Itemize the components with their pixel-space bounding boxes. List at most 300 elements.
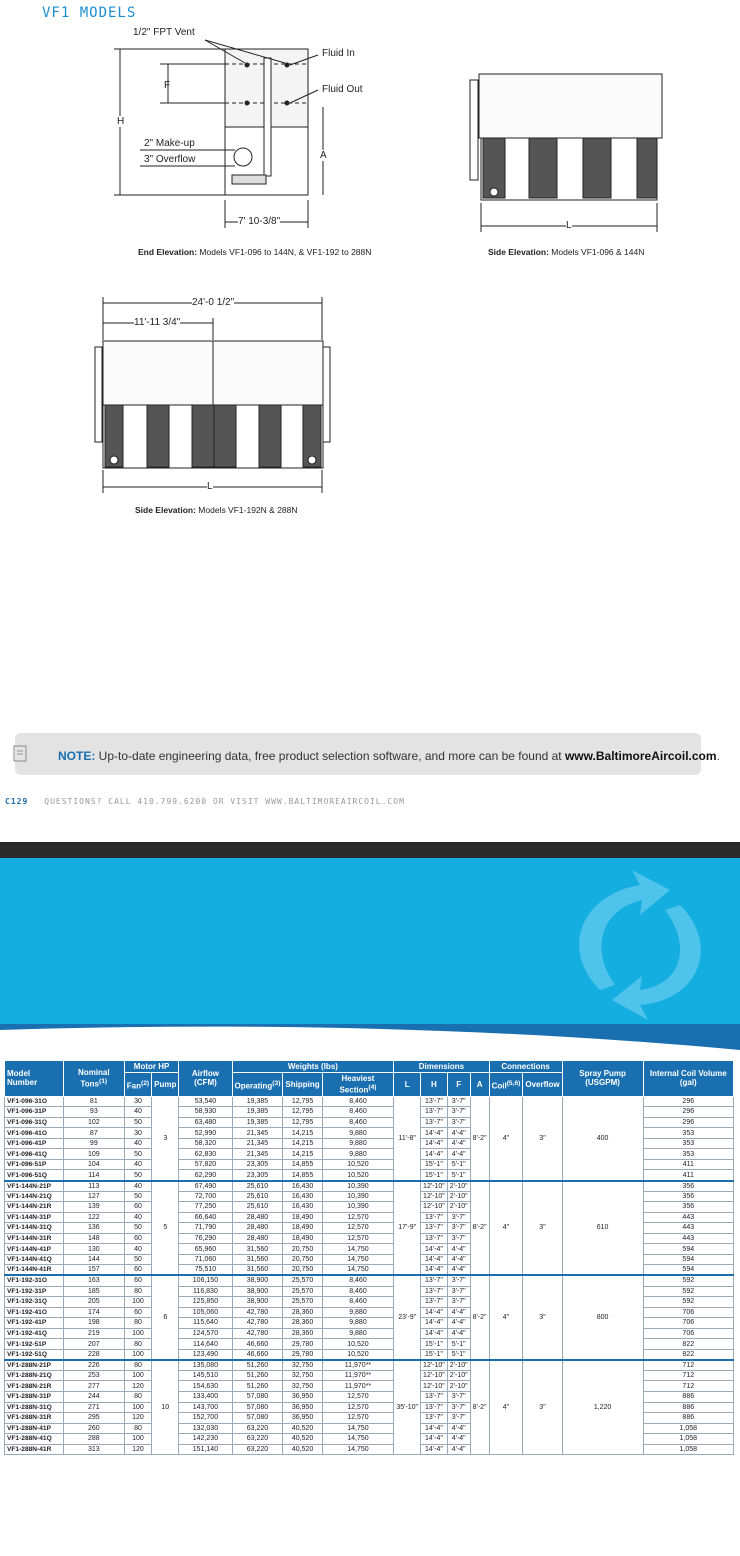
table-cell: 14'-4"	[421, 1244, 448, 1255]
table-cell: 46,660	[232, 1339, 283, 1350]
table-cell: VF1-288N-21P	[5, 1360, 64, 1371]
table-cell: VF1-144N-21Q	[5, 1191, 64, 1202]
table-cell: 14'-4"	[421, 1328, 448, 1339]
table-cell: 100	[124, 1328, 151, 1339]
col-tons: Nominal Tons$^{(1)}$	[63, 1061, 124, 1097]
table-cell: 886	[643, 1413, 733, 1424]
table-cell: 145,510	[179, 1370, 232, 1381]
table-cell: 25,610	[232, 1202, 283, 1213]
table-cell: 3"	[523, 1360, 562, 1455]
col-overflow: Overflow	[523, 1073, 562, 1097]
table-cell: 63,480	[179, 1117, 232, 1128]
width-label: 7' 10-3/8"	[238, 216, 281, 227]
table-cell: 13'-7"	[421, 1391, 448, 1402]
table-cell: 10,520	[322, 1159, 394, 1170]
col-volume: Internal Coil Volume (gal)	[643, 1061, 733, 1097]
table-cell: 60	[124, 1265, 151, 1276]
table-cell: VF1-144N-41P	[5, 1244, 64, 1255]
table-cell: 13'-7"	[421, 1286, 448, 1297]
table-cell: 28,480	[232, 1212, 283, 1223]
table-cell: 174	[63, 1307, 124, 1318]
table-cell: 25,610	[232, 1181, 283, 1192]
table-cell: 30	[124, 1096, 151, 1107]
table-cell: 2'-10"	[447, 1202, 470, 1213]
table-cell: 4'-4"	[447, 1128, 470, 1139]
table-cell: 594	[643, 1254, 733, 1265]
table-cell: 296	[643, 1107, 733, 1118]
table-cell: 109	[63, 1149, 124, 1160]
table-cell: 10,520	[322, 1170, 394, 1181]
table-cell: 592	[643, 1286, 733, 1297]
table-cell: 11,970**	[322, 1381, 394, 1392]
overall-length-label: 24'-0 1/2"	[192, 297, 235, 308]
table-cell: VF1-096-41Q	[5, 1149, 64, 1160]
table-cell: 13'-7"	[421, 1233, 448, 1244]
table-cell: 594	[643, 1244, 733, 1255]
table-cell: 219	[63, 1328, 124, 1339]
table-cell: 14,855	[283, 1159, 322, 1170]
table-cell: 133,400	[179, 1391, 232, 1402]
table-cell: 46,660	[232, 1349, 283, 1360]
table-cell: 4"	[489, 1096, 523, 1180]
table-cell: 2'-10"	[447, 1370, 470, 1381]
table-cell: 16,430	[283, 1191, 322, 1202]
table-cell: 105,060	[179, 1307, 232, 1318]
table-cell: 14,750	[322, 1434, 394, 1445]
table-cell: 18,490	[283, 1233, 322, 1244]
table-cell: 353	[643, 1138, 733, 1149]
table-cell: 120	[124, 1413, 151, 1424]
table-cell: 50	[124, 1191, 151, 1202]
table-cell: 50	[124, 1170, 151, 1181]
table-cell: 116,830	[179, 1286, 232, 1297]
table-cell: 15'-1"	[421, 1159, 448, 1170]
table-cell: 411	[643, 1159, 733, 1170]
table-cell: 60	[124, 1202, 151, 1213]
table-cell: 822	[643, 1349, 733, 1360]
table-cell: 14'-4"	[421, 1318, 448, 1329]
table-cell: 28,480	[232, 1233, 283, 1244]
table-cell: 104	[63, 1159, 124, 1170]
table-cell: 36,950	[283, 1391, 322, 1402]
table-cell: 81	[63, 1096, 124, 1107]
table-cell: 3'-7"	[447, 1413, 470, 1424]
small-length-label: L	[566, 220, 572, 231]
table-cell: 207	[63, 1339, 124, 1350]
table-cell: 144	[63, 1254, 124, 1265]
table-cell: 5'-1"	[447, 1159, 470, 1170]
table-cell: 12,570	[322, 1212, 394, 1223]
table-cell: 5'-1"	[447, 1339, 470, 1350]
note-text: NOTE: Up-to-date engineering data, free product selection software, and more can be found at www.BaltimoreAircoil.com.	[58, 749, 720, 763]
col-coil: Coil$^{(5,6)}$	[489, 1073, 523, 1097]
table-cell: VF1-192-31Q	[5, 1297, 64, 1308]
table-cell: 51,260	[232, 1381, 283, 1392]
table-cell: 14'-4"	[421, 1149, 448, 1160]
table-cell: 19,385	[232, 1117, 283, 1128]
table-cell: 28,480	[232, 1223, 283, 1234]
table-cell: 14,215	[283, 1149, 322, 1160]
table-cell: 31,560	[232, 1244, 283, 1255]
table-cell: 8'-2"	[470, 1275, 489, 1359]
table-cell: 226	[63, 1360, 124, 1371]
table-cell: 50	[124, 1254, 151, 1265]
table-cell: 13'-7"	[421, 1096, 448, 1107]
table-cell: 136	[63, 1223, 124, 1234]
table-cell: 23,305	[232, 1170, 283, 1181]
large-length-label: L	[207, 481, 213, 492]
table-cell: VF1-288N-41P	[5, 1423, 64, 1434]
table-cell: 13'-7"	[421, 1107, 448, 1118]
vent-label: 1/2" FPT Vent	[133, 27, 195, 38]
table-cell: 12'-10"	[421, 1381, 448, 1392]
table-cell: 14,750	[322, 1244, 394, 1255]
table-cell: 8,460	[322, 1096, 394, 1107]
group-dimensions: Dimensions	[394, 1061, 489, 1073]
table-cell: 25,570	[283, 1297, 322, 1308]
table-cell: 10,390	[322, 1202, 394, 1213]
table-cell: 4'-4"	[447, 1149, 470, 1160]
table-cell: 356	[643, 1191, 733, 1202]
table-cell: 260	[63, 1423, 124, 1434]
table-cell: 152,700	[179, 1413, 232, 1424]
table-cell: 28,360	[283, 1318, 322, 1329]
table-cell: 72,700	[179, 1191, 232, 1202]
table-cell: 14'-4"	[421, 1138, 448, 1149]
table-cell: 60	[124, 1233, 151, 1244]
table-cell: 10,520	[322, 1339, 394, 1350]
table-cell: 38,900	[232, 1275, 283, 1286]
table-cell: 14,750	[322, 1254, 394, 1265]
table-cell: 14'-4"	[421, 1128, 448, 1139]
table-cell: VF1-192-41O	[5, 1307, 64, 1318]
table-cell: 313	[63, 1444, 124, 1455]
table-cell: 28,360	[283, 1328, 322, 1339]
table-cell: 50	[124, 1223, 151, 1234]
table-cell: 12,795	[283, 1107, 322, 1118]
table-cell: 120	[124, 1381, 151, 1392]
table-cell: VF1-192-31O	[5, 1275, 64, 1286]
table-cell: 610	[562, 1181, 643, 1276]
table-cell: 10	[152, 1360, 179, 1455]
col-shipping: Shipping	[283, 1073, 322, 1097]
table-cell: VF1-288N-41Q	[5, 1434, 64, 1445]
table-cell: 53,540	[179, 1096, 232, 1107]
table-cell: 277	[63, 1381, 124, 1392]
table-cell: 712	[643, 1370, 733, 1381]
table-cell: 58,320	[179, 1138, 232, 1149]
table-cell: 80	[124, 1360, 151, 1371]
table-cell: 67,490	[179, 1181, 232, 1192]
table-cell: 139	[63, 1202, 124, 1213]
table-cell: 8'-2"	[470, 1181, 489, 1276]
table-cell: 29,780	[283, 1339, 322, 1350]
table-cell: VF1-144N-41Q	[5, 1254, 64, 1265]
table-cell: 822	[643, 1339, 733, 1350]
table-cell: VF1-288N-21Q	[5, 1370, 64, 1381]
col-a: A	[470, 1073, 489, 1097]
table-cell: 296	[643, 1096, 733, 1107]
col-spray: Spray Pump (USGPM)	[562, 1061, 643, 1097]
table-cell: 411	[643, 1170, 733, 1181]
table-cell: 14,215	[283, 1138, 322, 1149]
table-cell: 42,780	[232, 1307, 283, 1318]
table-cell: 65,960	[179, 1244, 232, 1255]
table-row	[5, 1275, 734, 1286]
table-cell: 32,750	[283, 1381, 322, 1392]
table-cell: 15'-1"	[421, 1170, 448, 1181]
table-cell: 57,080	[232, 1402, 283, 1413]
table-cell: 38,900	[232, 1286, 283, 1297]
group-motor-hp: Motor HP	[124, 1061, 179, 1073]
table-cell: 3'-7"	[447, 1107, 470, 1118]
table-cell: 8,460	[322, 1286, 394, 1297]
table-cell: 4'-4"	[447, 1265, 470, 1276]
table-cell: VF1-288N-41R	[5, 1444, 64, 1455]
table-cell: 20,750	[283, 1244, 322, 1255]
table-cell: 13'-7"	[421, 1297, 448, 1308]
table-cell: 443	[643, 1212, 733, 1223]
table-cell: 244	[63, 1391, 124, 1402]
table-cell: 42,780	[232, 1318, 283, 1329]
table-cell: 10,520	[322, 1349, 394, 1360]
table-cell: 8,460	[322, 1107, 394, 1118]
table-cell: 4'-4"	[447, 1444, 470, 1455]
table-cell: 42,780	[232, 1328, 283, 1339]
table-cell: 14,855	[283, 1170, 322, 1181]
table-cell: 62,830	[179, 1149, 232, 1160]
table-cell: 114,640	[179, 1339, 232, 1350]
table-cell: 712	[643, 1360, 733, 1371]
table-cell: VF1-192-41P	[5, 1318, 64, 1329]
table-cell: VF1-144N-31Q	[5, 1223, 64, 1234]
table-cell: 38,900	[232, 1297, 283, 1308]
table-cell: 13'-7"	[421, 1212, 448, 1223]
table-cell: 12,570	[322, 1402, 394, 1413]
table-cell: 30	[124, 1128, 151, 1139]
table-cell: 3'-7"	[447, 1297, 470, 1308]
table-cell: 228	[63, 1349, 124, 1360]
table-cell: 4"	[489, 1275, 523, 1359]
table-cell: 3'-7"	[447, 1212, 470, 1223]
table-cell: VF1-144N-31P	[5, 1212, 64, 1223]
table-cell: 25,570	[283, 1275, 322, 1286]
table-cell: 100	[124, 1402, 151, 1413]
table-cell: 6	[152, 1275, 179, 1359]
table-cell: 296	[643, 1117, 733, 1128]
table-cell: 40,520	[283, 1423, 322, 1434]
table-cell: VF1-096-41P	[5, 1138, 64, 1149]
page-footer: C129 QUESTIONS? CALL 410.799.6200 OR VISIT WWW.BALTIMOREAIRCOIL.COM	[5, 797, 405, 806]
table-cell: 130	[63, 1244, 124, 1255]
table-cell: 353	[643, 1128, 733, 1139]
group-connections: Connections	[489, 1061, 562, 1073]
table-cell: 4"	[489, 1181, 523, 1276]
table-cell: 106,150	[179, 1275, 232, 1286]
table-cell: 3'-7"	[447, 1233, 470, 1244]
table-cell: 132,030	[179, 1423, 232, 1434]
table-cell: 125,850	[179, 1297, 232, 1308]
table-cell: 115,640	[179, 1318, 232, 1329]
table-cell: 3'-7"	[447, 1391, 470, 1402]
col-airflow: Airflow (CFM)	[179, 1061, 232, 1097]
table-cell: 63,220	[232, 1434, 283, 1445]
a-label: A	[320, 150, 327, 161]
table-cell: 163	[63, 1275, 124, 1286]
table-cell: VF1-192-51Q	[5, 1349, 64, 1360]
table-cell: 12,570	[322, 1413, 394, 1424]
table-cell: 4'-4"	[447, 1244, 470, 1255]
website-link[interactable]: www.BaltimoreAircoil.com	[564, 749, 717, 763]
table-cell: 2'-10"	[447, 1360, 470, 1371]
table-cell: 443	[643, 1233, 733, 1244]
fluid-out-label: Fluid Out	[322, 84, 363, 95]
half-length-label: 11'-11 3/4"	[134, 317, 181, 328]
table-cell: 5	[152, 1181, 179, 1276]
table-cell: 12'-10"	[421, 1370, 448, 1381]
table-cell: 124,570	[179, 1328, 232, 1339]
table-cell: 148	[63, 1233, 124, 1244]
table-cell: 594	[643, 1265, 733, 1276]
table-cell: 77,250	[179, 1202, 232, 1213]
table-cell: 443	[643, 1223, 733, 1234]
table-cell: 9,880	[322, 1328, 394, 1339]
table-cell: 31,560	[232, 1254, 283, 1265]
table-cell: 13'-7"	[421, 1117, 448, 1128]
table-cell: VF1-096-51Q	[5, 1170, 64, 1181]
table-cell: 4'-4"	[447, 1423, 470, 1434]
table-cell: 80	[124, 1391, 151, 1402]
table-cell: 400	[562, 1096, 643, 1180]
table-cell: 1,058	[643, 1434, 733, 1445]
table-cell: 3'-7"	[447, 1286, 470, 1297]
table-cell: 32,750	[283, 1360, 322, 1371]
table-cell: VF1-096-31P	[5, 1107, 64, 1118]
table-cell: 10,390	[322, 1191, 394, 1202]
table-cell: VF1-096-41O	[5, 1128, 64, 1139]
table-cell: 12'-10"	[421, 1191, 448, 1202]
table-cell: 9,880	[322, 1149, 394, 1160]
table-cell: VF1-144N-21R	[5, 1202, 64, 1213]
table-cell: 57,820	[179, 1159, 232, 1170]
side-elevation-small-caption: Side Elevation: Models VF1-096 & 144N	[488, 247, 645, 257]
table-row	[5, 1360, 734, 1371]
table-cell: 20,750	[283, 1265, 322, 1276]
table-cell: 57,080	[232, 1413, 283, 1424]
table-cell: 51,260	[232, 1360, 283, 1371]
table-cell: 40	[124, 1138, 151, 1149]
table-cell: 14'-4"	[421, 1434, 448, 1445]
table-cell: 706	[643, 1328, 733, 1339]
table-cell: 15'-1"	[421, 1339, 448, 1350]
table-cell: 63,220	[232, 1444, 283, 1455]
col-model: Model Number	[5, 1061, 64, 1097]
table-cell: 1,058	[643, 1444, 733, 1455]
table-cell: 71,790	[179, 1223, 232, 1234]
table-cell: 706	[643, 1307, 733, 1318]
table-cell: 21,345	[232, 1149, 283, 1160]
table-cell: 93	[63, 1107, 124, 1118]
table-cell: 14,215	[283, 1128, 322, 1139]
table-cell: 886	[643, 1391, 733, 1402]
table-cell: 9,880	[322, 1138, 394, 1149]
table-cell: 40	[124, 1107, 151, 1118]
table-cell: 12'-10"	[421, 1360, 448, 1371]
table-cell: VF1-144N-31R	[5, 1233, 64, 1244]
table-cell: 4'-4"	[447, 1328, 470, 1339]
table-cell: 13'-7"	[421, 1275, 448, 1286]
table-cell: 592	[643, 1275, 733, 1286]
table-cell: 66,640	[179, 1212, 232, 1223]
table-cell: 114	[63, 1170, 124, 1181]
table-cell: 11,970**	[322, 1360, 394, 1371]
table-cell: 40	[124, 1181, 151, 1192]
table-cell: 12,795	[283, 1096, 322, 1107]
table-cell: 14'-4"	[421, 1307, 448, 1318]
table-cell: 8,460	[322, 1117, 394, 1128]
table-cell: 4'-4"	[447, 1138, 470, 1149]
table-cell: 20,750	[283, 1254, 322, 1265]
table-cell: 2'-10"	[447, 1381, 470, 1392]
side-elevation-large-caption: Side Elevation: Models VF1-192N & 288N	[135, 505, 298, 515]
table-cell: 3"	[523, 1275, 562, 1359]
table-cell: 21,345	[232, 1128, 283, 1139]
table-cell: 1,058	[643, 1423, 733, 1434]
table-row	[5, 1181, 734, 1192]
table-cell: 51,260	[232, 1370, 283, 1381]
makeup-label: 2" Make-up	[144, 138, 195, 149]
table-cell: 60	[124, 1275, 151, 1286]
table-cell: 15'-1"	[421, 1349, 448, 1360]
table-cell: 40	[124, 1212, 151, 1223]
table-cell: 99	[63, 1138, 124, 1149]
table-cell: 100	[124, 1434, 151, 1445]
table-cell: 135,080	[179, 1360, 232, 1371]
table-row	[5, 1096, 734, 1107]
table-cell: 113	[63, 1181, 124, 1192]
table-cell: 13'-7"	[421, 1223, 448, 1234]
f-label: F	[164, 80, 171, 91]
table-cell: VF1-192-41Q	[5, 1328, 64, 1339]
table-cell: 8,460	[322, 1297, 394, 1308]
table-cell: 13'-7"	[421, 1413, 448, 1424]
table-cell: VF1-288N-31Q	[5, 1402, 64, 1413]
table-cell: 3"	[523, 1181, 562, 1276]
table-cell: 3'-7"	[447, 1223, 470, 1234]
table-cell: 122	[63, 1212, 124, 1223]
table-cell: 14'-4"	[421, 1265, 448, 1276]
table-cell: VF1-192-31P	[5, 1286, 64, 1297]
table-cell: 31,560	[232, 1265, 283, 1276]
table-cell: 23'-9"	[394, 1275, 421, 1359]
table-cell: VF1-144N-41R	[5, 1265, 64, 1276]
h-label: H	[117, 116, 125, 127]
fluid-in-label: Fluid In	[322, 48, 355, 59]
col-h: H	[421, 1073, 448, 1097]
end-elevation-caption: End Elevation: Models VF1-096 to 144N, & VF1-192 to 288N	[138, 247, 372, 257]
table-cell: 58,930	[179, 1107, 232, 1118]
table-cell: 11,970**	[322, 1370, 394, 1381]
table-cell: 9,880	[322, 1307, 394, 1318]
table-cell: 25,570	[283, 1286, 322, 1297]
table-cell: VF1-288N-31P	[5, 1391, 64, 1402]
table-cell: 32,750	[283, 1370, 322, 1381]
table-cell: 3	[152, 1096, 179, 1180]
table-cell: 18,490	[283, 1212, 322, 1223]
table-cell: 706	[643, 1318, 733, 1329]
table-cell: 80	[124, 1339, 151, 1350]
table-cell: 3"	[523, 1096, 562, 1180]
